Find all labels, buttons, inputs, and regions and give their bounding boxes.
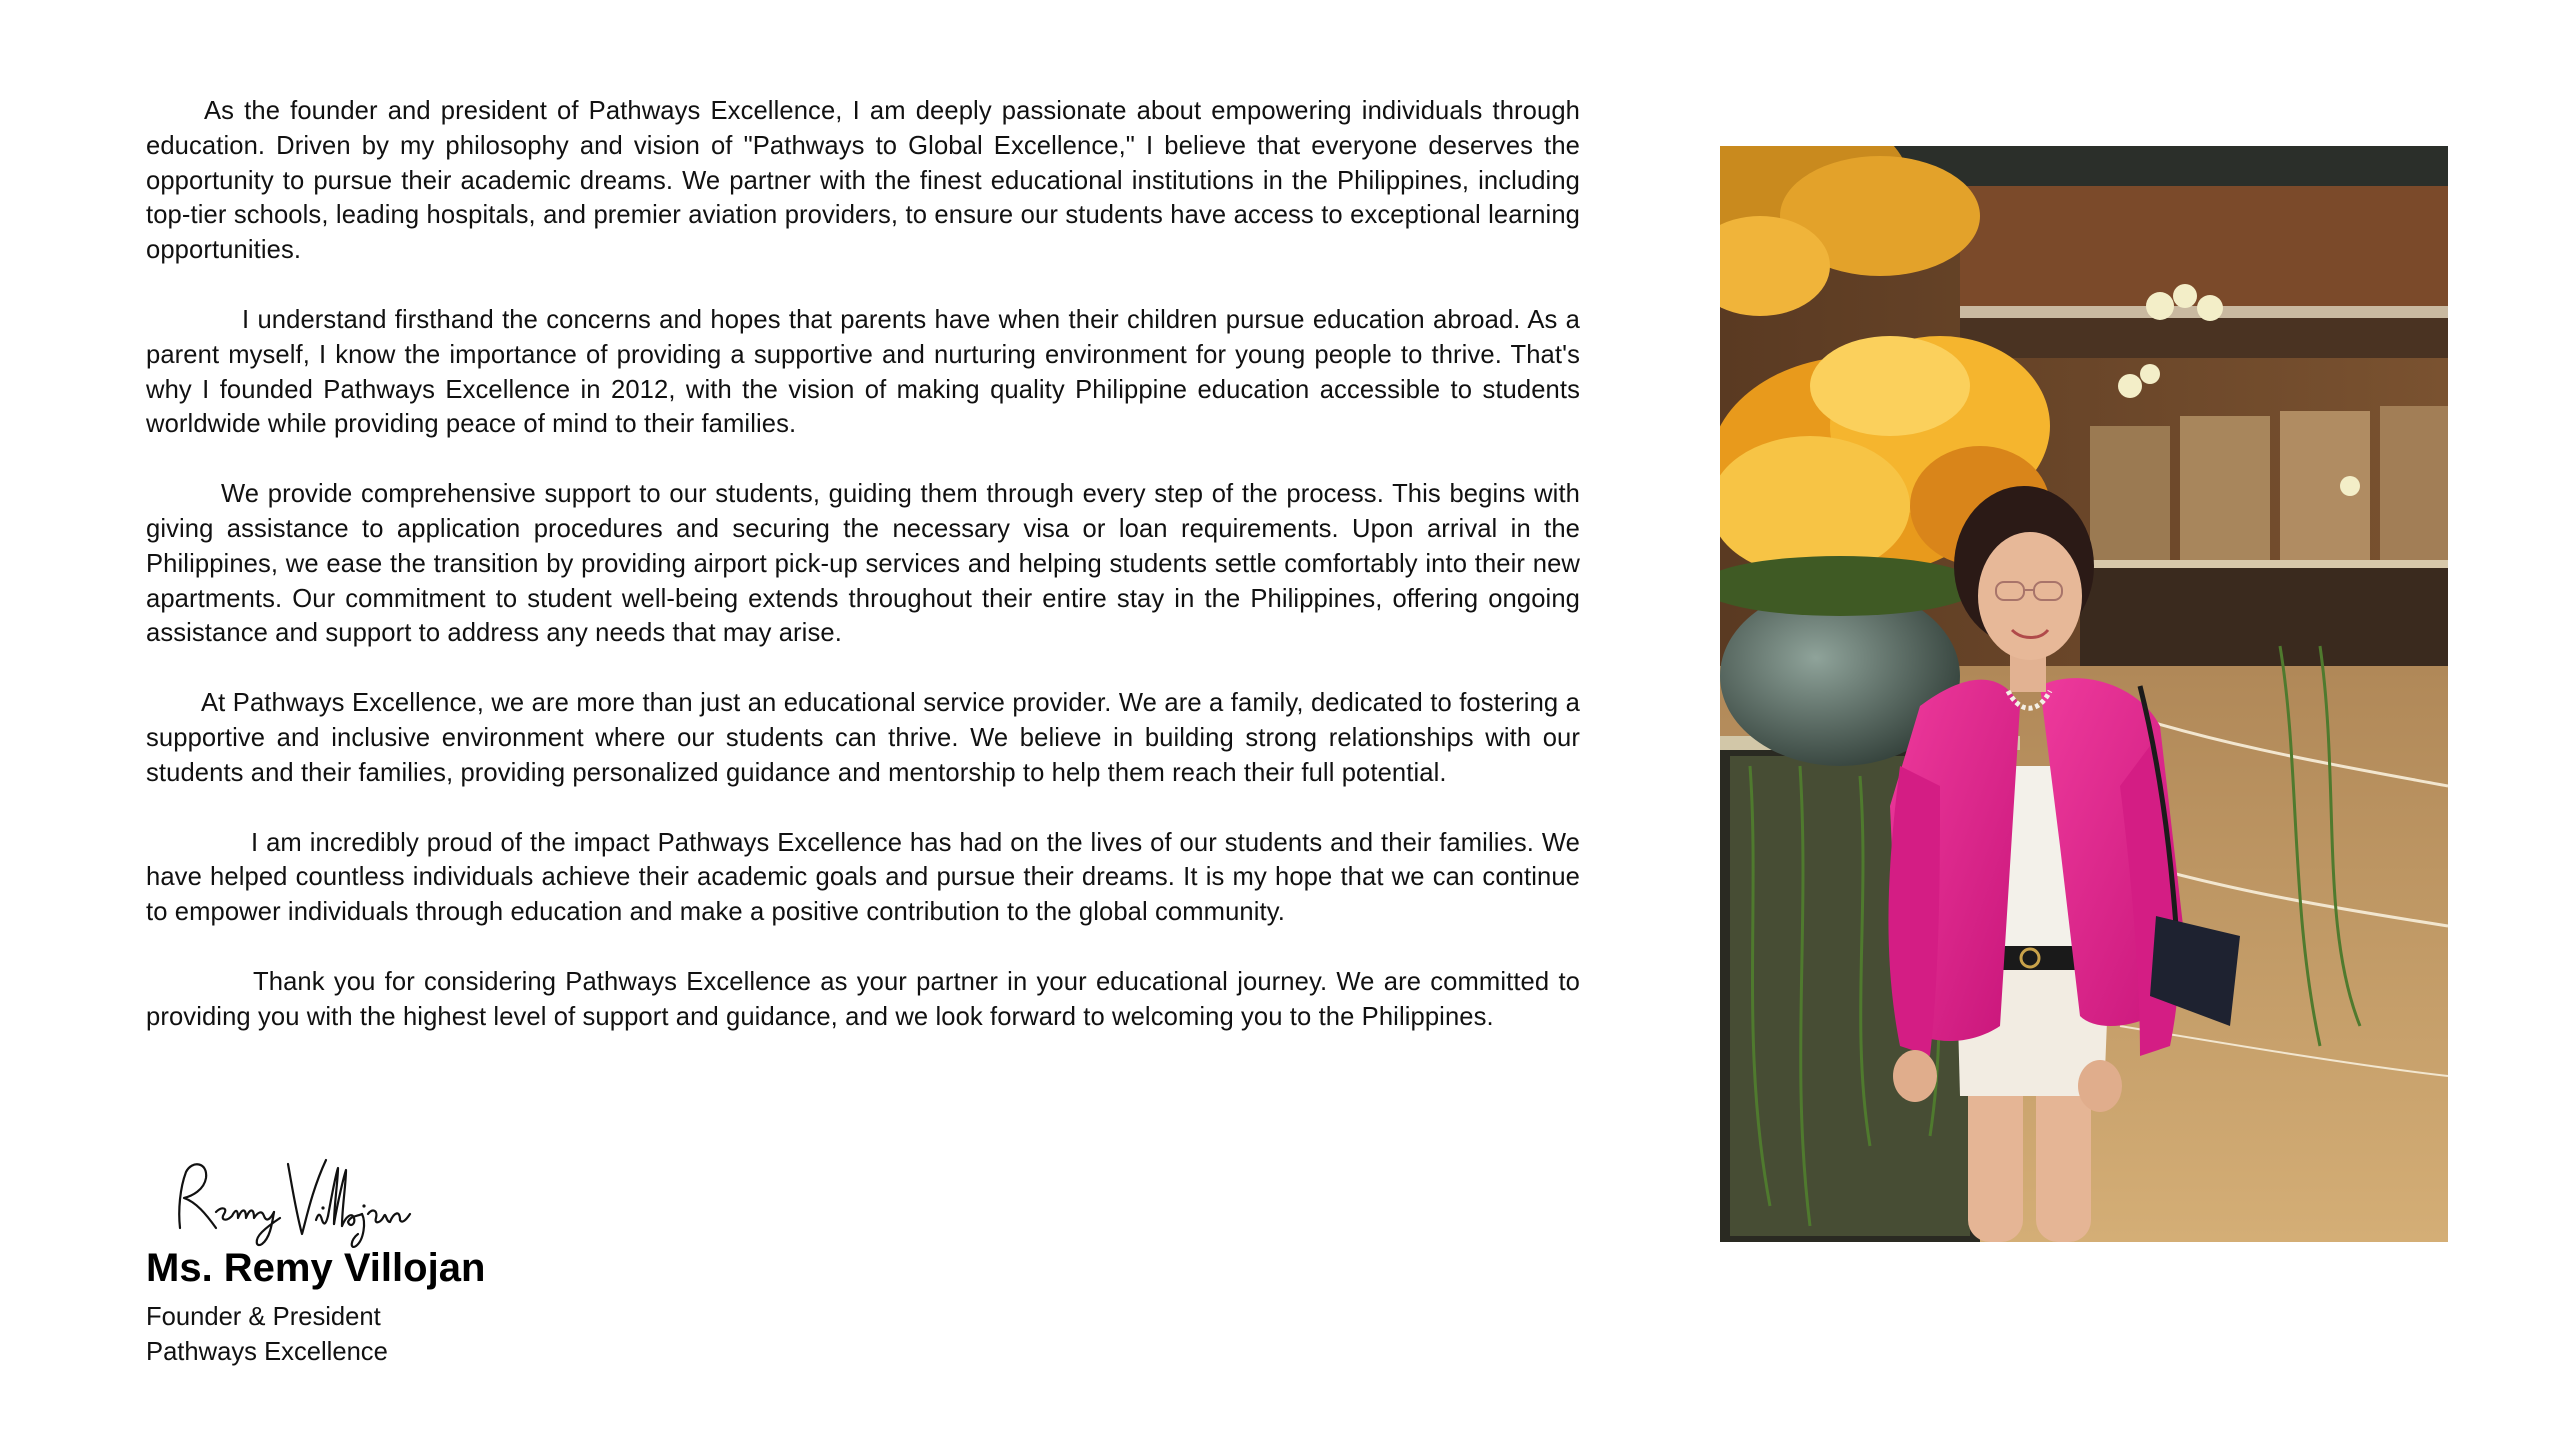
letter-paragraph: As the founder and president of Pathways Excellence, I am deeply passionate about empowering individuals through education. Driven by my philosophy and vision of "Pathways to Global Excellence," I believe that everyone deserves the opportunity to pursue their academic dreams. We partner with the finest educational institutions in the Philippines, including top-tier schools, leading hospitals, and premier aviation providers, to ensure our students have access to exceptional learning opportunities. [146, 97, 1580, 265]
letter-paragraph: We provide comprehensive support to our students, guiding them through every step of the process. This begins with giving assistance to application procedures and securing the necessary visa or loan requirements. Upon arrival in the Philippines, we ease the transition by providing airport pick-up services and helping students settle comfortably into their new apartments. Our commitment to student well-being extends throughout their entire stay in the Philippines, offering ongoing assistance and support to address any needs that may arise. [146, 480, 1580, 648]
signatory-title: Founder & President [146, 1303, 381, 1331]
signatory-organization: Pathways Excellence [146, 1338, 388, 1366]
signatory-name: Ms. Remy Villojan [146, 1246, 486, 1290]
letter-paragraph: I understand firsthand the concerns and hopes that parents have when their children pursue education abroad. As a parent myself, I know the importance of providing a supportive and nurturing environment for young people to thrive. That's why I founded Pathways Excellence in 2012, with the vision of making quality Philippine education accessible to students worldwide while providing peace of mind to their families. [146, 305, 1580, 439]
reception-panels [2080, 406, 2448, 666]
letter-paragraph: Thank you for considering Pathways Excellence as your partner in your educational journey. We are committed to providing you with the highest level of support and guidance, and we look forward to welcoming you to the Philippines. [146, 967, 1580, 1031]
signature-block [146, 1150, 746, 1370]
letter-body [146, 94, 1580, 1070]
hotel-lobby-scene [1720, 146, 2448, 1242]
letter-paragraph: I am incredibly proud of the impact Pathways Excellence has had on the lives of our students and their families. We have helped countless individuals achieve their academic goals and pursue their dreams. It is my hope that we can continue to empower individuals through education and make a positive contribution to the global community. [146, 828, 1580, 927]
balcony-shadow [1960, 318, 2448, 358]
letter-paragraph: At Pathways Excellence, we are more than just an educational service provider. We are a family, dedicated to fostering a supportive and inclusive environment where our students can thrive. We believe in building strong relationships with our students and their families, providing personalized guidance and mentorship to help them reach their full potential. [146, 689, 1580, 787]
handwritten-signature [166, 1150, 426, 1250]
founder-portrait-photo [1720, 146, 2448, 1242]
